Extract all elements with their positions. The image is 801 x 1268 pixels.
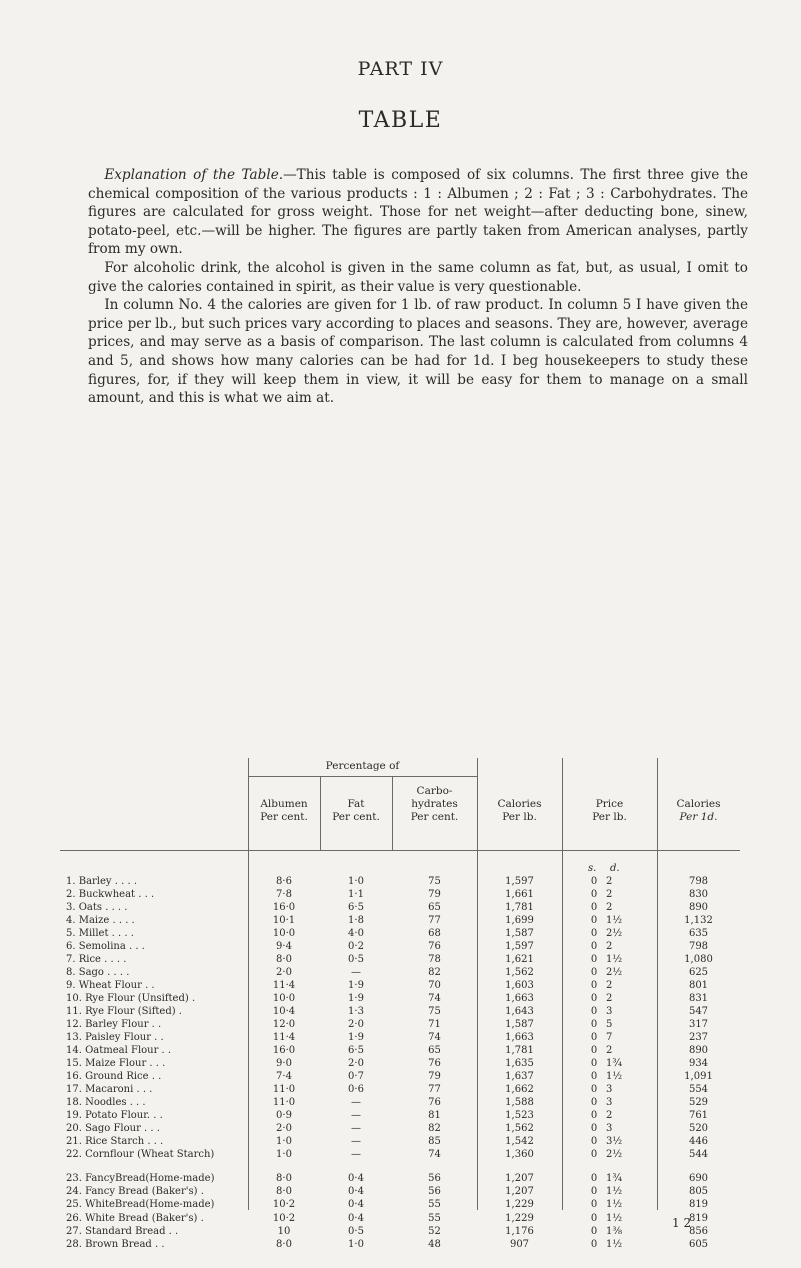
- cell-cal: 1,621: [505, 954, 534, 966]
- header-albumen: [248, 798, 320, 824]
- table-row: [60, 980, 740, 991]
- table-row: [60, 1173, 740, 1184]
- cell-alb: 2·0: [276, 967, 292, 979]
- cell-cd: 801: [688, 980, 709, 992]
- cell-name: 19. Potato Flour. . .: [66, 1110, 163, 1122]
- cell-cd: 831: [688, 993, 709, 1005]
- cell-alb: 11·4: [272, 1032, 296, 1044]
- cell-d: 2: [606, 941, 613, 953]
- cell-fat: 1·1: [348, 889, 364, 901]
- cell-s: 0: [590, 1173, 598, 1185]
- cell-fat: 0·2: [348, 941, 364, 953]
- header-calories: [477, 798, 562, 824]
- cell-d: 3: [606, 1006, 613, 1018]
- cell-cal: 1,588: [505, 1097, 534, 1109]
- cell-s: 0: [590, 902, 598, 914]
- cell-d: 2: [606, 902, 613, 914]
- page-number: 1 2: [672, 1216, 692, 1230]
- cell-name: 27. Standard Bread . .: [66, 1225, 179, 1237]
- cell-name: 16. Ground Rice . .: [66, 1071, 162, 1083]
- cell-carb: 82: [428, 967, 441, 979]
- cell-s: 0: [590, 1110, 598, 1122]
- cell-fat: —: [351, 1097, 361, 1109]
- explanation-heading: Explanation of the Table.: [104, 167, 284, 183]
- cell-cd: 605: [688, 1238, 709, 1250]
- cell-alb: 11·4: [272, 980, 296, 992]
- cell-d: 2: [606, 1110, 613, 1122]
- cell-carb: 79: [428, 1071, 441, 1083]
- explanation-paragraph-3: In column No. 4 the calories are given for 1 lb. of raw product. In column 5 I have given the price per lb., but such prices vary according to places and seasons. They are, however, average prices, and may serve as a basis of comparison. The last column is calculated from columns 4 and 5, and shows how many calories can be had for 1d. I beg housekeepers to study these figures, for, if they will keep them in view, it will be easy for them to manage on a small amount, and this is what we aim at.: [88, 297, 748, 407]
- price-unit-shillings: s.: [588, 863, 597, 874]
- cell-carb: 56: [428, 1186, 441, 1198]
- cell-fat: 0·4: [348, 1173, 364, 1185]
- cell-d: 3: [606, 1084, 613, 1096]
- cell-alb: 8·0: [276, 1238, 292, 1250]
- table-row: [60, 889, 740, 900]
- cell-d: 2½: [606, 928, 623, 940]
- cell-name: 13. Paisley Flour . .: [66, 1032, 164, 1044]
- cell-d: 3: [606, 1123, 613, 1135]
- cell-d: 1⅜: [606, 1225, 623, 1237]
- cell-d: 2: [606, 980, 613, 992]
- cell-d: 2: [606, 876, 613, 887]
- cell-carb: 55: [428, 1199, 441, 1211]
- cell-alb: 7·4: [276, 1071, 292, 1083]
- table-row: [60, 1084, 740, 1095]
- cell-fat: 1·9: [348, 1032, 364, 1044]
- cell-s: 0: [590, 1238, 598, 1250]
- cell-name: 1. Barley . . . .: [66, 876, 138, 887]
- cell-d: 2: [606, 889, 613, 901]
- cell-alb: 1·0: [276, 1149, 292, 1161]
- cell-s: 0: [590, 980, 598, 992]
- header-cal-penny-line: Calories: [676, 798, 721, 810]
- cell-name: 20. Sago Flour . . .: [66, 1123, 160, 1135]
- cell-cal: 1,781: [505, 902, 534, 914]
- cell-s: 0: [590, 1019, 598, 1031]
- percentage-group-header: Percentage of: [325, 760, 400, 772]
- table-row: [60, 902, 740, 913]
- cell-carb: 76: [428, 941, 441, 953]
- header-calories-line: Calories: [497, 798, 542, 810]
- cell-fat: 1·0: [348, 876, 364, 887]
- cell-alb: 10: [277, 1225, 291, 1237]
- cell-cal: 1,663: [505, 1032, 534, 1044]
- cell-s: 0: [590, 1186, 598, 1198]
- header-fat-line: Fat: [347, 798, 365, 810]
- cell-cd: 1,132: [684, 915, 713, 927]
- cell-alb: 10·0: [272, 993, 296, 1005]
- cell-name: 26. White Bread (Baker's) .: [66, 1212, 204, 1224]
- cell-cal: 1,207: [505, 1173, 534, 1185]
- table-row: [60, 1019, 740, 1030]
- cell-carb: 70: [428, 980, 441, 992]
- cell-name: 21. Rice Starch . . .: [66, 1136, 164, 1148]
- cell-name: 4. Maize . . . .: [66, 915, 135, 927]
- header-price: [562, 798, 657, 824]
- header-carbo-line: hydrates: [411, 798, 458, 810]
- cell-name: 8. Sago . . . .: [66, 967, 130, 979]
- cell-d: 1½: [606, 1238, 623, 1250]
- cell-s: 0: [590, 1071, 598, 1083]
- table-row: [60, 928, 740, 939]
- cell-alb: 1·0: [276, 1136, 292, 1148]
- cell-d: 5: [606, 1019, 613, 1031]
- cell-fat: 2·0: [348, 1019, 364, 1031]
- nutrition-table: [60, 758, 740, 1250]
- cell-s: 0: [590, 1006, 598, 1018]
- cell-s: 0: [590, 1212, 598, 1224]
- explanation-text: [88, 166, 748, 408]
- cell-carb: 55: [428, 1212, 441, 1224]
- table-row: [60, 915, 740, 926]
- cell-alb: 10·0: [272, 928, 296, 940]
- price-unit-pence: d.: [610, 863, 620, 874]
- cell-s: 0: [590, 915, 598, 927]
- cell-d: 2½: [606, 967, 623, 979]
- explanation-paragraph-1: [88, 166, 748, 259]
- cell-cal: 1,523: [505, 1110, 534, 1122]
- cell-name: 12. Barley Flour . .: [66, 1019, 162, 1031]
- cell-fat: 0·4: [348, 1199, 364, 1211]
- table-row: [60, 1226, 740, 1237]
- cell-carb: 65: [428, 1045, 441, 1057]
- cell-d: 1¾: [606, 1173, 623, 1185]
- cell-carb: 75: [428, 1006, 441, 1018]
- cell-s: 0: [590, 1123, 598, 1135]
- header-calories-per-penny: [657, 798, 740, 824]
- cell-d: 2½: [606, 1149, 623, 1161]
- cell-fat: 0·5: [348, 1225, 364, 1237]
- table-row: [60, 1199, 740, 1210]
- cell-alb: 8·0: [276, 1186, 292, 1198]
- cell-cd: 547: [688, 1006, 709, 1018]
- cell-fat: 1·9: [348, 980, 364, 992]
- cell-alb: 11·0: [272, 1084, 296, 1096]
- cell-fat: —: [351, 1110, 361, 1122]
- cell-name: 25. WhiteBread(Home-made): [66, 1199, 215, 1211]
- table-row: [60, 1136, 740, 1147]
- cell-name: 17. Macaroni . . .: [66, 1084, 153, 1096]
- cell-carb: 77: [428, 1084, 441, 1096]
- table-row: [60, 1110, 740, 1121]
- cell-name: 28. Brown Bread . .: [66, 1238, 165, 1250]
- table-row: [60, 954, 740, 965]
- cell-alb: 16·0: [272, 902, 296, 914]
- cell-s: 0: [590, 1058, 598, 1070]
- cell-alb: 8·0: [276, 954, 292, 966]
- part-heading: PART IV: [357, 58, 444, 80]
- cell-fat: 6·5: [348, 902, 364, 914]
- cell-d: 1½: [606, 915, 623, 927]
- cell-alb: 10·1: [272, 915, 296, 927]
- cell-alb: 2·0: [276, 1123, 292, 1135]
- cell-s: 0: [590, 1084, 598, 1096]
- cell-cd: 635: [688, 928, 709, 940]
- cell-name: 23. FancyBread(Home-made): [66, 1173, 215, 1185]
- cell-carb: 74: [428, 993, 441, 1005]
- cell-s: 0: [590, 967, 598, 979]
- cell-cd: 805: [688, 1186, 709, 1198]
- cell-fat: 0·6: [348, 1084, 364, 1096]
- table-row: [60, 1071, 740, 1082]
- cell-s: 0: [590, 1225, 598, 1237]
- cell-carb: 74: [428, 1032, 441, 1044]
- page-title: TABLE: [358, 108, 443, 133]
- cell-cal: 1,207: [505, 1186, 534, 1198]
- table-row: [60, 1032, 740, 1043]
- cell-d: 7: [606, 1032, 613, 1044]
- cell-carb: 81: [428, 1110, 441, 1122]
- cell-cd: 1,091: [684, 1071, 713, 1083]
- cell-cd: 237: [688, 1032, 709, 1044]
- cell-cd: 934: [688, 1058, 709, 1070]
- cell-alb: 9·0: [276, 1058, 292, 1070]
- cell-alb: 7·8: [276, 889, 292, 901]
- header-albumen-line: Albumen: [260, 798, 308, 810]
- cell-name: 14. Oatmeal Flour . .: [66, 1045, 172, 1057]
- cell-s: 0: [590, 1136, 598, 1148]
- cell-cal: 1,542: [505, 1136, 534, 1148]
- cell-alb: 8·6: [276, 876, 292, 887]
- cell-carb: 56: [428, 1173, 441, 1185]
- cell-carb: 74: [428, 1149, 441, 1161]
- cell-cd: 890: [688, 1045, 709, 1057]
- cell-fat: —: [351, 1149, 361, 1161]
- cell-name: 11. Rye Flour (Sifted) .: [66, 1006, 182, 1018]
- header-fat: [320, 798, 392, 824]
- cell-carb: 77: [428, 915, 441, 927]
- cell-cd: 856: [688, 1225, 709, 1237]
- cell-cal: 1,562: [505, 1123, 534, 1135]
- cell-alb: 11·0: [272, 1097, 296, 1109]
- cell-fat: 4·0: [348, 928, 364, 940]
- cell-cd: 798: [688, 876, 709, 887]
- cell-name: 5. Millet . . . .: [66, 928, 134, 940]
- cell-fat: 0·4: [348, 1186, 364, 1198]
- cell-cd: 798: [688, 941, 709, 953]
- cell-cal: 1,643: [505, 1006, 534, 1018]
- cell-s: 0: [590, 1199, 598, 1211]
- cell-cal: 1,229: [505, 1212, 534, 1224]
- cell-name: 22. Cornflour (Wheat Starch): [66, 1149, 215, 1161]
- cell-cal: 1,587: [505, 928, 534, 940]
- cell-fat: —: [351, 967, 361, 979]
- cell-fat: 1·8: [348, 915, 364, 927]
- cell-carb: 82: [428, 1123, 441, 1135]
- table-row: [60, 1097, 740, 1108]
- table-rule: [248, 776, 477, 777]
- cell-cd: 890: [688, 902, 709, 914]
- cell-cd: 529: [688, 1097, 709, 1109]
- explanation-body-1: —This table is composed of six columns. The first three give the chemical composition of the various products : 1 : Albumen ; 2 : Fat ; 3 : Carbohydrates. The figures are calculated for gross weight. Those for net weight—after deducting bone, sinew, potato-peel, etc.—will be higher. The figures are partly taken from American analyses, partly from my own.: [88, 167, 748, 258]
- cell-alb: 8·0: [276, 1173, 292, 1185]
- cell-d: 1½: [606, 954, 623, 966]
- header-albumen-unit: Per cent.: [260, 811, 308, 823]
- cell-cal: 1,662: [505, 1084, 534, 1096]
- cell-d: 2: [606, 1045, 613, 1057]
- cell-s: 0: [590, 941, 598, 953]
- cell-cal: 1,661: [505, 889, 534, 901]
- cell-name: 18. Noodles . . .: [66, 1097, 146, 1109]
- cell-cal: 907: [509, 1238, 530, 1250]
- cell-name: 15. Maize Flour . . .: [66, 1058, 166, 1070]
- cell-fat: —: [351, 1136, 361, 1148]
- cell-cal: 1,603: [505, 980, 534, 992]
- explanation-paragraph-2: For alcoholic drink, the alcohol is given in the same column as fat, but, as usual, I omit to give the calories contained in spirit, as their value is very questionable.: [88, 259, 748, 295]
- cell-carb: 85: [428, 1136, 441, 1148]
- cell-alb: 10·2: [272, 1199, 296, 1211]
- cell-cd: 544: [688, 1149, 709, 1161]
- cell-cal: 1,360: [505, 1149, 534, 1161]
- cell-name: 10. Rye Flour (Unsifted) .: [66, 993, 196, 1005]
- cell-s: 0: [590, 1045, 598, 1057]
- cell-name: 6. Semolina . . .: [66, 941, 145, 953]
- cell-d: 1½: [606, 1199, 623, 1211]
- cell-d: 1¾: [606, 1058, 623, 1070]
- cell-cal: 1,587: [505, 1019, 534, 1031]
- table-row: [60, 967, 740, 978]
- cell-cd: 819: [688, 1212, 709, 1224]
- cell-cd: 317: [688, 1019, 709, 1031]
- cell-name: 9. Wheat Flour . .: [66, 980, 155, 992]
- table-row: [60, 1149, 740, 1160]
- table-row: [60, 1045, 740, 1056]
- table-row: [60, 993, 740, 1004]
- table-row: [60, 1186, 740, 1197]
- cell-d: 3: [606, 1097, 613, 1109]
- cell-carb: 48: [428, 1238, 441, 1250]
- cell-name: 3. Oats . . . .: [66, 902, 128, 914]
- header-price-line: Price: [595, 798, 624, 810]
- cell-d: 1½: [606, 1071, 623, 1083]
- cell-cd: 520: [688, 1123, 709, 1135]
- cell-s: 0: [590, 876, 598, 887]
- cell-cd: 690: [688, 1173, 709, 1185]
- cell-cal: 1,597: [505, 876, 534, 887]
- cell-alb: 0·9: [276, 1110, 292, 1122]
- cell-fat: 0·5: [348, 954, 364, 966]
- table-row: [60, 941, 740, 952]
- cell-fat: 1·0: [348, 1238, 364, 1250]
- table-row: [60, 1058, 740, 1069]
- cell-cd: 1,080: [684, 954, 713, 966]
- cell-cal: 1,176: [505, 1225, 534, 1237]
- cell-cal: 1,229: [505, 1199, 534, 1211]
- header-carbo-unit: Per cent.: [410, 811, 459, 823]
- cell-carb: 76: [428, 1058, 441, 1070]
- header-cal-penny-unit: Per 1d.: [679, 811, 718, 823]
- table-row: [60, 1006, 740, 1017]
- cell-cd: 554: [688, 1084, 709, 1096]
- table-body: [60, 850, 740, 1250]
- cell-s: 0: [590, 889, 598, 901]
- cell-alb: 16·0: [272, 1045, 296, 1057]
- cell-cal: 1,781: [505, 1045, 534, 1057]
- cell-d: 2: [606, 993, 613, 1005]
- header-fat-unit: Per cent.: [332, 811, 380, 823]
- cell-cd: 819: [688, 1199, 709, 1211]
- table-row: [60, 1239, 740, 1250]
- cell-cal: 1,597: [505, 941, 534, 953]
- cell-s: 0: [590, 1032, 598, 1044]
- cell-fat: 1·3: [348, 1006, 364, 1018]
- cell-alb: 10·2: [272, 1212, 296, 1224]
- cell-fat: 0·7: [348, 1071, 364, 1083]
- table-row: [60, 1213, 740, 1224]
- cell-carb: 79: [428, 889, 441, 901]
- cell-d: 1½: [606, 1186, 623, 1198]
- cell-carb: 75: [428, 876, 441, 887]
- cell-s: 0: [590, 1097, 598, 1109]
- cell-alb: 12·0: [272, 1019, 296, 1031]
- table-row: [60, 1123, 740, 1134]
- cell-fat: 6·5: [348, 1045, 364, 1057]
- cell-carb: 71: [428, 1019, 441, 1031]
- cell-carb: 68: [428, 928, 441, 940]
- cell-s: 0: [590, 954, 598, 966]
- cell-name: 24. Fancy Bread (Baker's) .: [66, 1186, 204, 1198]
- cell-carb: 65: [428, 902, 441, 914]
- header-carbohydrates: [392, 785, 477, 824]
- cell-d: 3½: [606, 1136, 623, 1148]
- cell-cd: 830: [688, 889, 709, 901]
- cell-cal: 1,663: [505, 993, 534, 1005]
- cell-d: 1½: [606, 1212, 623, 1224]
- cell-cal: 1,562: [505, 967, 534, 979]
- cell-carb: 76: [428, 1097, 441, 1109]
- cell-name: 7. Rice . . . .: [66, 954, 127, 966]
- cell-carb: 52: [428, 1225, 441, 1237]
- cell-s: 0: [590, 993, 598, 1005]
- cell-alb: 10·4: [272, 1006, 296, 1018]
- cell-s: 0: [590, 1149, 598, 1161]
- cell-fat: —: [351, 1123, 361, 1135]
- cell-fat: 1·9: [348, 993, 364, 1005]
- cell-cal: 1,699: [505, 915, 534, 927]
- cell-fat: 0·4: [348, 1212, 364, 1224]
- cell-name: 2. Buckwheat . . .: [66, 889, 155, 901]
- cell-cal: 1,635: [505, 1058, 534, 1070]
- cell-carb: 78: [428, 954, 441, 966]
- header-price-unit: Per lb.: [592, 811, 627, 823]
- cell-cal: 1,637: [505, 1071, 534, 1083]
- table-row: [60, 876, 740, 887]
- header-calories-unit: Per lb.: [502, 811, 537, 823]
- cell-cd: 625: [688, 967, 709, 979]
- header-carbo-line: Carbo-: [416, 785, 453, 797]
- cell-s: 0: [590, 928, 598, 940]
- cell-alb: 9·4: [276, 941, 292, 953]
- cell-fat: 2·0: [348, 1058, 364, 1070]
- cell-cd: 761: [688, 1110, 709, 1122]
- cell-cd: 446: [688, 1136, 709, 1148]
